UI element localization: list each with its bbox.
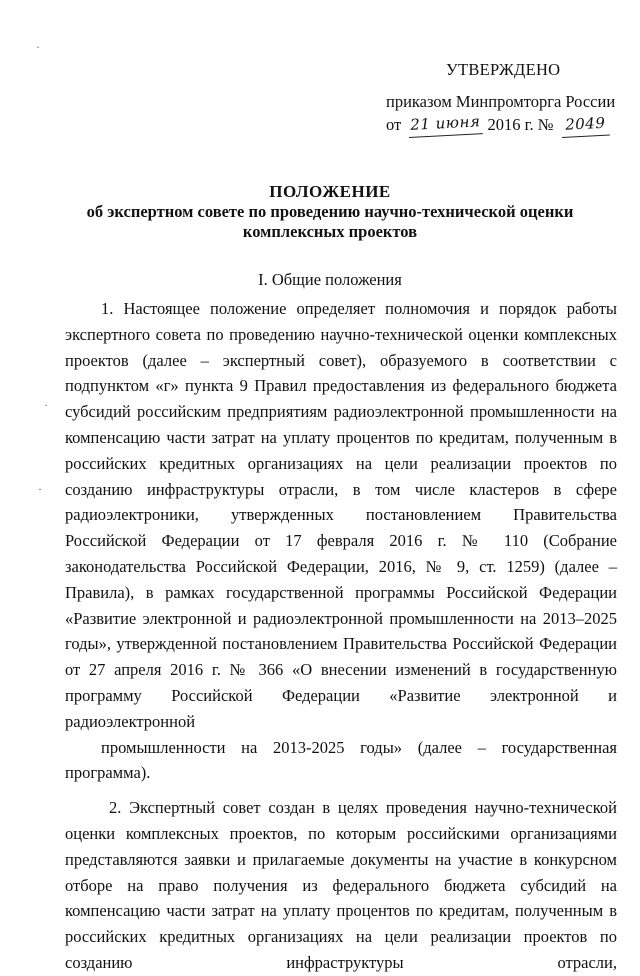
year-text: 2016 г. № [487, 115, 554, 134]
approval-block [386, 58, 626, 138]
date-prefix: от [386, 115, 402, 134]
paragraph-1-text: 1. Настоящее положение определяет полномочия и порядок работы экспертного совета по проведению научно-технической оценки комплексных проектов (далее – экспертный совет), образуемого в соответствии с подпунктом «г» пункта 9 Правил предоставления из федерального бюджета субсидий российским предприятиям радиоэлектронной промышленности на компенсацию части затрат на уплату процентов по кредитам, полученным в российских кредитных организациях на цели реализации проектов по созданию инфраструктуры отрасли, в том числе кластеров в сфере радиоэлектроники, утвержденных постановлением Правительства Российской Федерации от 17 февраля 2016 г. № 110 (Собрание законодательства Российской Федерации, 2016, № 9, ст. 1259) (далее – Правила), в рамках государственной программы Российской Федерации «Развитие электронной и радиоэлектронной промышленности на 2013–2025 годы», утвержденной постановлением Правительства Российской Федерации от 27 апреля 2016 г. № 366 «О внесении изменений в государственную программу Российской Федерации «Развитие электронной и радиоэлектронной [65, 299, 617, 731]
scan-speck: · [44, 398, 48, 412]
title-line-2: об экспертном совете по проведению научно-технической оценки [86, 202, 574, 221]
section-heading: I. Общие положения [258, 270, 402, 289]
approval-stamp: УТВЕРЖДЕНО [446, 60, 561, 79]
scan-speck: · [38, 482, 42, 496]
title-main: ПОЛОЖЕНИЕ [269, 182, 391, 201]
scan-speck: · [36, 40, 40, 54]
paragraph-1 [65, 296, 617, 786]
title-line-3: комплексных проектов [242, 222, 418, 241]
handwritten-date: 21 июня [408, 110, 483, 138]
approval-date-line [386, 113, 626, 138]
paragraph-1-last-line: промышленности на 2013-2025 годы» (далее – государственная программа). [65, 737, 617, 783]
handwritten-number: 2049 [560, 112, 609, 138]
document-title [60, 182, 600, 242]
paragraph-2: 2. Экспертный совет создан в целях проведения научно-технической оценки комплексных проектов, по которым российскими организациями представляются заявки и прилагаемые документы на участие в конкурсном отборе на право получения из федерального бюджета субсидий на компенсацию части затрат на уплату процентов по кредитам, полученным в российских кредитных организациях на цели реализации проектов по созданию инфраструктуры отрасли, [65, 798, 617, 972]
approval-order-line: приказом Минпромторга России [386, 92, 616, 111]
document-body [65, 296, 617, 976]
